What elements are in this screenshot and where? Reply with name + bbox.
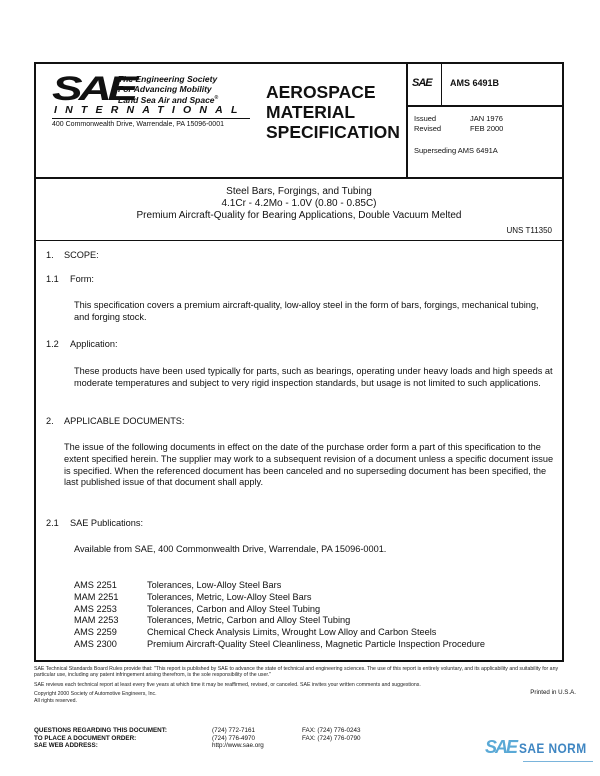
uns-number: UNS T11350 <box>506 226 552 235</box>
sae-norm-mark: SAE <box>485 737 517 757</box>
list-item: MAM 2251 Tolerances, Metric, Low-Alloy Steel Bars <box>74 591 312 602</box>
logo-tagline: The Engineering Society For Advancing Mobility Land Sea Air and Space® <box>118 74 219 105</box>
section-2-text: The issue of the following documents in effect on the date of the purchase order form a part of this specification to the extent specified herein. The supplier may work to a subsequent revision of a document unless a specific document issue is specified. When the referenced document has been canceled and no superseding document has been specified, the last published issue of that document shall apply. <box>64 442 554 488</box>
issued-label: Issued <box>414 114 437 123</box>
superseding-info: Superseding AMS 6491A <box>414 146 498 155</box>
list-item: AMS 2253 Tolerances, Carbon and Alloy Steel Tubing <box>74 603 321 614</box>
doc-dates <box>414 114 503 134</box>
doc-number: AMS 6491B <box>450 78 500 88</box>
section-1-heading: 1. SCOPE: <box>46 250 99 260</box>
section-2-heading: 2. APPLICABLE DOCUMENTS: <box>46 416 185 426</box>
sae-mini-logo: SAE <box>412 77 432 89</box>
section-2-1-text: Available from SAE, 400 Commonwealth Drive, Warrendale, PA 15096-0001. <box>74 544 387 554</box>
sae-international-logo <box>36 64 256 177</box>
logo-divider <box>52 118 250 119</box>
sae-norm-logo <box>485 737 600 765</box>
logo-international: INTERNATIONAL <box>54 104 246 116</box>
list-item: AMS 2259 Chemical Check Analysis Limits, Wrought Low Alloy and Carbon Steels <box>74 627 437 638</box>
contact-row: SAE WEB ADDRESS: http://www.sae.org <box>34 742 360 750</box>
doc-type-title: AEROSPACE MATERIAL SPECIFICATION <box>266 82 400 142</box>
document-header <box>36 64 562 179</box>
contact-row: QUESTIONS REGARDING THIS DOCUMENT: (724) 772-7161 FAX: (724) 776-0243 <box>34 727 361 734</box>
section-1-1-text: This specification covers a premium aircraft-quality, low-alloy steel in the form of bars, forgings, mechanical tubing, and forging stock. <box>74 300 539 322</box>
printed-in: Printed in U.S.A. <box>530 689 576 696</box>
tsb-notice: SAE Technical Standards Board Rules provide that: "This report is published by SAE to advance the state of technical and engineering sciences. The use of this report is entirely voluntary, and its applicability and suitability for any particular use, including any patent infringement arising therefrom, is the sole responsibility of the user." <box>34 666 559 679</box>
doc-number-cell <box>442 64 564 107</box>
copyright: Copyright 2000 Society of Automotive Engineers, Inc. <box>34 691 157 698</box>
web-address-link[interactable]: http://www.sae.org <box>212 742 264 749</box>
issued-date: JAN 1976 <box>470 114 503 123</box>
norm-divider <box>523 761 593 762</box>
rights-reserved: All rights reserved. <box>34 697 77 704</box>
spec-title-line-3: Premium Aircraft-Quality for Bearing Applications, Double Vacuum Melted <box>136 210 462 221</box>
section-2-1-heading: 2.1 SAE Publications: <box>46 518 144 528</box>
spec-title-line-2: 4.1Cr - 4.2Mo - 1.0V (0.80 - 0.85C) <box>221 198 377 209</box>
document-frame <box>34 62 564 662</box>
section-1-2-heading: 1.2 Application: <box>46 339 118 349</box>
sae-mini-logo-cell <box>408 64 442 107</box>
review-notice: SAE reviews each technical report at least every five years at which time it may be reaffirmed, revised, or canceled. SAE invites your written comments and suggestions. <box>34 681 421 688</box>
contact-info <box>34 727 360 750</box>
spec-title-line-1: Steel Bars, Forgings, and Tubing <box>226 186 372 197</box>
sae-norm-text: SAE NORM <box>519 740 587 756</box>
doc-id-block <box>406 64 564 177</box>
sae-logo-mark: SAE <box>52 70 135 108</box>
list-item: MAM 2253 Tolerances, Metric, Carbon and Alloy Steel Tubing <box>74 615 351 626</box>
spec-title-block <box>36 179 562 241</box>
list-item: AMS 2300 Premium Aircraft-Quality Steel Cleanliness, Magnetic Particle Inspection Procedure <box>74 638 486 649</box>
list-item: AMS 2251 Tolerances, Low-Alloy Steel Bars <box>74 580 282 590</box>
revised-label: Revised <box>414 124 442 133</box>
referenced-documents-list <box>74 580 485 651</box>
sae-address: 400 Commonwealth Drive, Warrendale, PA 15096-0001 <box>52 121 224 128</box>
section-1-2-text: These products have been used typically for parts, such as bearings, operating under heavy loads and high speeds at moderate temperatures and subject to very rigid inspection standards, but usage is not limited to such applications. <box>74 366 553 388</box>
legal-footer <box>34 666 574 704</box>
revised-date: FEB 2000 <box>470 124 504 133</box>
contact-row: TO PLACE A DOCUMENT ORDER: (724) 776-4970 FAX: (724) 776-0790 <box>34 734 361 742</box>
section-1-1-heading: 1.1 Form: <box>46 274 94 284</box>
